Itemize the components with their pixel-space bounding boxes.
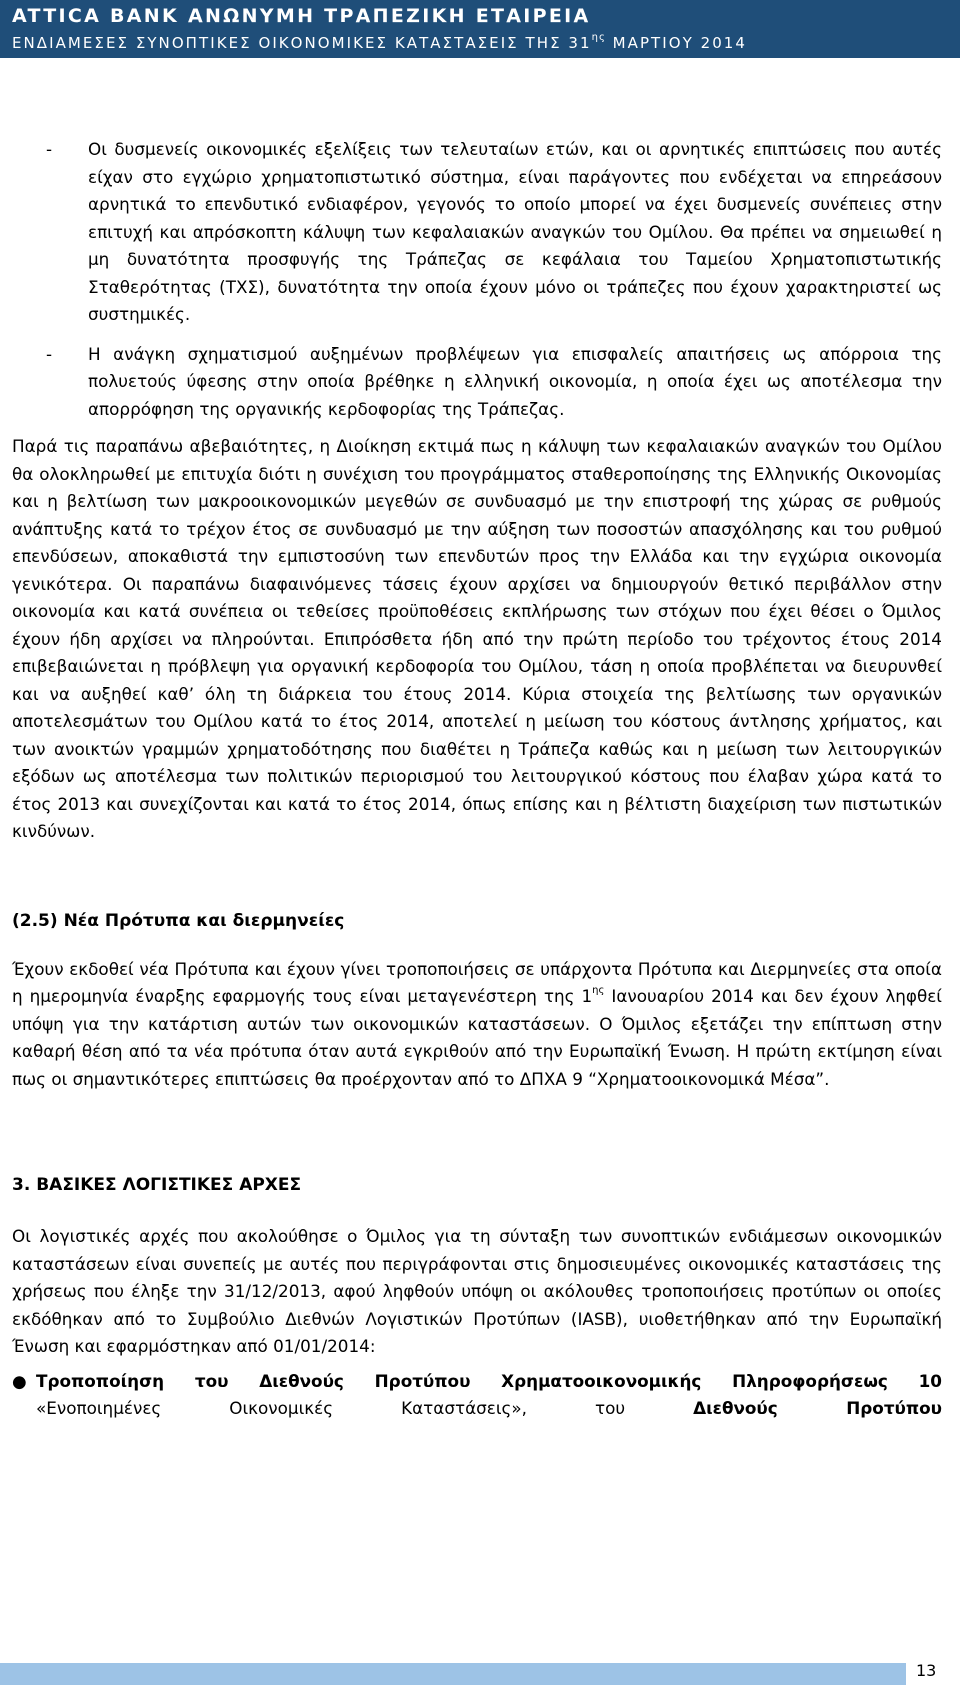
risk-item — [12, 341, 942, 424]
dash-marker: - — [46, 343, 53, 364]
risk-item — [12, 136, 942, 329]
bullet-bold-title: Τροποποίηση του Διεθνούς Προτύπου Χρηματοοικονομικής Πληροφορήσεως 10 — [36, 1370, 942, 1391]
ordinal-suffix: ης — [592, 985, 605, 996]
footer-bar — [0, 1663, 906, 1685]
document-header — [0, 0, 960, 58]
section-2-5-text — [12, 956, 942, 1094]
section-3-heading: 3. ΒΑΣΙΚΕΣ ΛΟΓΙΣΤΙΚΕΣ ΑΡΧΕΣ — [12, 1175, 302, 1195]
page-body — [12, 136, 942, 1423]
section-2-5-heading: (2.5) Νέα Πρότυπα και διερμηνείες — [12, 910, 345, 931]
risk-item-text: Η ανάγκη σχηματισμού αυξημένων προβλέψεων για επισφαλείς απαιτήσεις ως απόρροια της πολυετούς ύφεσης στην οποία βρέθηκε η ελληνική οικονομία, η οποία έχει ως αποτέλεσμα την απορρόφηση της οργανικής κερδοφορίας της Τράπεζας. — [88, 343, 942, 419]
section-2-5-text-end: Ιανουαρίου 2014 και δεν έχουν ληφθεί υπόψη για την κατάρτιση αυτών των οικονομικών καταστάσεων. Ο Όμιλος εξετάζει την επίπτωση στην καθαρή θέση από τα νέα πρότυπα όταν αυτά εγκριθούν από την Ευρωπαϊκή Ένωση. Η πρώτη εκτίμηση είναι πως οι σημαντικότερες επιπτώσεις θα προέρχονταν από το ΔΠΧΑ 9 “Χρηματοοικονομικά Μέσα”. — [12, 986, 942, 1089]
subtitle-main: ΕΝΔΙΑΜΕΣΕΣ ΣΥΝΟΠΤΙΚΕΣ ΟΙΚΟΝΟΜΙΚΕΣ ΚΑΤΑΣΤΑΣΕΙΣ ΤΗΣ 31 — [12, 34, 592, 52]
management-assessment-paragraph: Παρά τις παραπάνω αβεβαιότητες, η Διοίκηση εκτιμά πως η κάλυψη των κεφαλαιακών αναγκών του Ομίλου θα ολοκληρωθεί με επιτυχία διότι η συνέχιση του προγράμματος σταθεροποίησης της Ελληνικής Οικονομίας και η βελτίωση των μακροοικονομικών μεγεθών σε συνδυασμό με την επιστροφή της χώρας σε ρυθμούς ανάπτυξης κατά το τρέχον έτος σε συνδυασμό με την αύξηση των ποσοστών απασχόλησης και του ρυθμού επενδύσεων, αποκαθιστά την εμπιστοσύνη των επενδυτών προς την Ελλάδα και την εγχώρια οικονομία γενικότερα. Οι παραπάνω διαφαινόμενες τάσεις έχουν αρχίσει να δημιουργούν θετικό περιβάλλον στην οικονομία και κατά συνέπεια οι τεθείσες προϋποθέσεις εκπλήρωσης των στόχων που έχει θέσει ο Όμιλος έχουν ήδη αρχίσει να πληρούνται. Επιπρόσθετα ήδη από την πρώτη περίοδο του τρέχοντος έτους 2014 επιβεβαιώνεται η πρόβλεψη για οργανική κερδοφορία του Ομίλου, τάση η οποία προβλέπεται να διευρυνθεί και να αυξηθεί καθ’ όλη τη διάρκεια του έτους 2014. Κύρια στοιχεία της βελτίωσης των οργανικών αποτελεσμάτων του Ομίλου κατά το έτος 2014, αποτελεί η μείωση του κόστους άντλησης χρήματος, και των ανοικτών γραμμών χρηματοδότησης που διαθέτει η Τράπεζα καθώς και η μείωση των λειτουργικών εξόδων ως αποτέλεσμα των πολιτικών περιορισμού του λειτουργικού κόστους που έλαβαν χώρα κατά το έτος 2013 και συνεχίζονται και κατά το έτος 2014, όπως επίσης και η βέλτιστη διαχείριση των πιστωτικών κινδύνων. — [12, 436, 942, 841]
bullet-marker: ● — [12, 1370, 27, 1391]
subtitle-ordinal: ης — [591, 32, 606, 43]
page-number: 13 — [916, 1661, 937, 1680]
report-subtitle — [12, 32, 747, 52]
section-2-5-text-start: Έχουν εκδοθεί νέα Πρότυπα και έχουν γίνει τροποποιήσεις σε υπάρχοντα Πρότυπα και Διερμηνείες στα οποία η ημερομηνία έναρξης εφαρμογής τους είναι μεταγενέστερη της 1 — [12, 958, 942, 1006]
standards-bullet-item — [12, 1368, 942, 1423]
subtitle-month: ΜΑΡΤΙΟΥ 2014 — [605, 34, 747, 52]
company-name: ATTICA BANK ΑΝΩΝΥΜΗ ΤΡΑΠΕΖΙΚΗ ΕΤΑΙΡΕΙΑ — [12, 5, 591, 27]
dash-marker: - — [46, 139, 53, 159]
bullet-text: «Ενοποιημένες Οικονομικές Καταστάσεις», του — [36, 1398, 626, 1418]
bullet-bold-end: Διεθνούς Προτύπου — [693, 1398, 942, 1418]
risk-item-text: Οι δυσμενείς οικονομικές εξελίξεις των τελευταίων ετών, και οι αρνητικές επιπτώσεις που αυτές είχαν στο εγχώριο χρηματοπιστωτικό σύστημα, είναι παράγοντες που ενδέχεται να επηρεάσουν αρνητικά το επενδυτικό ενδιαφέρον, γεγονός το οποίο μπορεί να έχει δυσμενείς συνέπειες στην επιτυχή και απρόσκοπτη κάλυψη των κεφαλαιακών αναγκών του Ομίλου. Θα πρέπει να σημειωθεί η μη δυνατότητα προσφυγής της Τράπεζας σε κεφάλαια του Ταμείου Χρηματοπιστωτικής Σταθερότητας (ΤΧΣ), δυνατότητα την οποία έχουν μόνο οι τράπεζες που έχουν χαρακτηριστεί ως συστημικές. — [88, 139, 942, 324]
section-3-text: Οι λογιστικές αρχές που ακολούθησε ο Όμιλος για τη σύνταξη των συνοπτικών ενδιάμεσων οικονομικών καταστάσεων είναι συνεπείς με αυτές που περιγράφονται στις δημοσιευμένες οικονομικές καταστάσεις της χρήσεως που έληξε την 31/12/2013, αφού ληφθούν υπόψη οι ακόλουθες τροποποιήσεις προτύπων οι οποίες εκδόθηκαν από το Συμβούλιο Διεθνών Λογιστικών Προτύπων (IASB), υιοθετήθηκαν από την Ευρωπαϊκή Ένωση και εφαρμόστηκαν από 01/01/2014: — [12, 1226, 942, 1356]
